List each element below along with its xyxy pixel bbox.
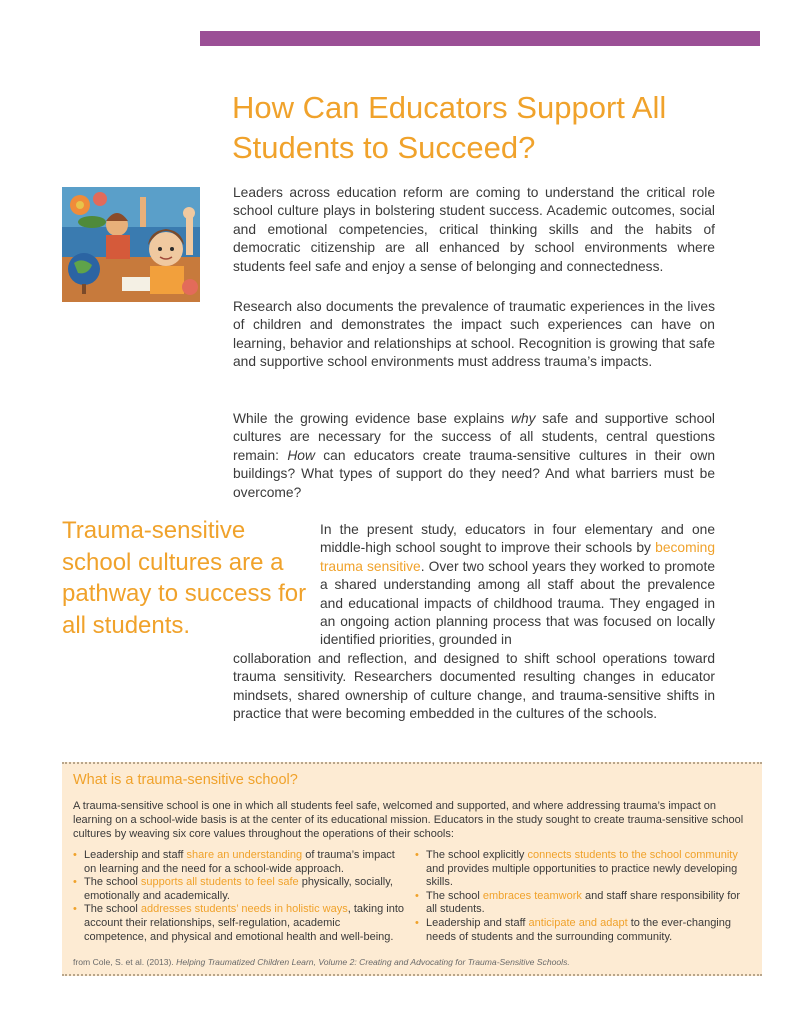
list-item	[415, 917, 751, 944]
text-run: , taking into account their relationships, self-regulation, academic competence, and physical and emotional health and well-being.	[84, 903, 405, 943]
pull-quote: Trauma-sensitive school cultures are a pathway to success for all students.	[62, 517, 307, 639]
painting-illustration	[62, 187, 200, 302]
text-run: to the ever-changing needs of students and the surrounding community.	[426, 916, 731, 943]
highlight-link[interactable]: addresses students’ needs in holistic ways	[140, 903, 348, 916]
bullet-icon: •	[73, 876, 77, 889]
text-run: The school	[84, 903, 141, 916]
list-item	[73, 903, 406, 944]
highlight-link[interactable]: connects students to the school community	[527, 849, 738, 861]
list-item	[415, 890, 751, 917]
bullet-icon: •	[415, 916, 419, 929]
sidebar-box	[62, 762, 762, 976]
text-run: of trauma’s impact on learning and the need for a school-wide approach.	[84, 849, 395, 875]
intro-paragraph: Leaders across education reform are coming to understand the critical role school culture plays in bolstering student success. Academic outcomes, social and emotional competencies, critical thinking skills and the habits of democratic citizenship are all enhanced by school environments where students feel safe and enjoy a sense of belonging and connectedness.	[233, 185, 715, 274]
text-run: and staff share responsibility for all students.	[426, 889, 741, 916]
children-classroom-painting	[62, 187, 200, 302]
highlight-link[interactable]: anticipate and adapt	[528, 916, 628, 929]
bullet-icon: •	[415, 849, 419, 861]
core-values-list-right	[415, 849, 751, 944]
citation-title: Helping Traumatized Children Learn, Volume 2: Creating and Advocating for Trauma-Sensitive Schools.	[176, 957, 570, 967]
citation	[73, 957, 751, 967]
text-run: The school explicitly	[426, 849, 528, 861]
list-item	[73, 876, 406, 903]
page-title: How Can Educators Support All Students to Succeed?	[232, 90, 667, 165]
text-run: Leadership and staff	[426, 916, 529, 929]
study-paragraph	[320, 521, 715, 650]
highlight-link[interactable]: share an understanding	[186, 849, 303, 861]
box-intro: A trauma-sensitive school is one in which all students feel safe, welcomed and supported, and where addressing trauma’s impact on learning on a school-wide basis is at the center of its educational mission. Educators in the study sought to create trauma-sensitive school cultures by weaving six core values throughout the operations of their schools:	[73, 800, 744, 840]
text-run: . Over two school years they worked to promote a shared understanding among all staff about the prevalence and educational impacts of childhood trauma. They engaged in an ongoing action planning process that was focused on locally identified priorities, grounded in	[320, 558, 715, 648]
bullet-icon: •	[415, 889, 419, 902]
text-run: The school	[84, 876, 141, 889]
text-run: Leadership and staff	[84, 849, 187, 861]
list-item	[73, 849, 406, 876]
text-run: In the present study, educators in four elementary and one middle-high school sought to improve their schools by	[320, 522, 715, 556]
text-run: physically, socially, emotionally and academically.	[84, 876, 393, 902]
becoming-trauma-sensitive-link[interactable]: becoming trauma sensitive	[320, 540, 715, 574]
text-run: While the growing evidence base explains	[233, 411, 511, 426]
text-run: safe and supportive school cultures are necessary for the success of all students, central questions remain:	[233, 411, 716, 463]
header-accent-bar	[200, 31, 760, 46]
core-values-list-left	[73, 849, 406, 944]
text-run: can educators create trauma-sensitive cultures in their own buildings? What types of support do they need? And what barriers must be overcome?	[233, 447, 715, 500]
text-run: The school	[426, 889, 483, 902]
list-item	[415, 849, 751, 890]
bullet-icon: •	[73, 849, 77, 861]
research-paragraph: Research also documents the prevalence of traumatic experiences in the lives of children and demonstrates the impact such experiences can have on learning, behavior and relationships at school. Recognition is growing that safe and supportive school environments must address trauma’s impacts.	[233, 299, 715, 370]
text-run: and provides multiple opportunities to practice newly developing skills.	[426, 862, 738, 889]
emphasis-how: How	[287, 447, 315, 463]
study-paragraph-continued: collaboration and reflection, and designed to shift school operations toward trauma sensitivity. Researchers documented resulting changes in educator mindsets, shared ownership of culture change, and trauma-sensitive shifts in practice that were becoming embedded in the cultures of the schools.	[233, 651, 715, 722]
questions-paragraph	[233, 410, 715, 502]
emphasis-why: why	[511, 411, 536, 426]
box-title: What is a trauma-sensitive school?	[73, 772, 298, 788]
highlight-link[interactable]: supports all students to feel safe	[140, 876, 299, 889]
citation-author: from Cole, S. et al. (2013).	[73, 957, 177, 967]
bullet-icon: •	[73, 903, 77, 916]
highlight-link[interactable]: embraces teamwork	[482, 889, 582, 902]
